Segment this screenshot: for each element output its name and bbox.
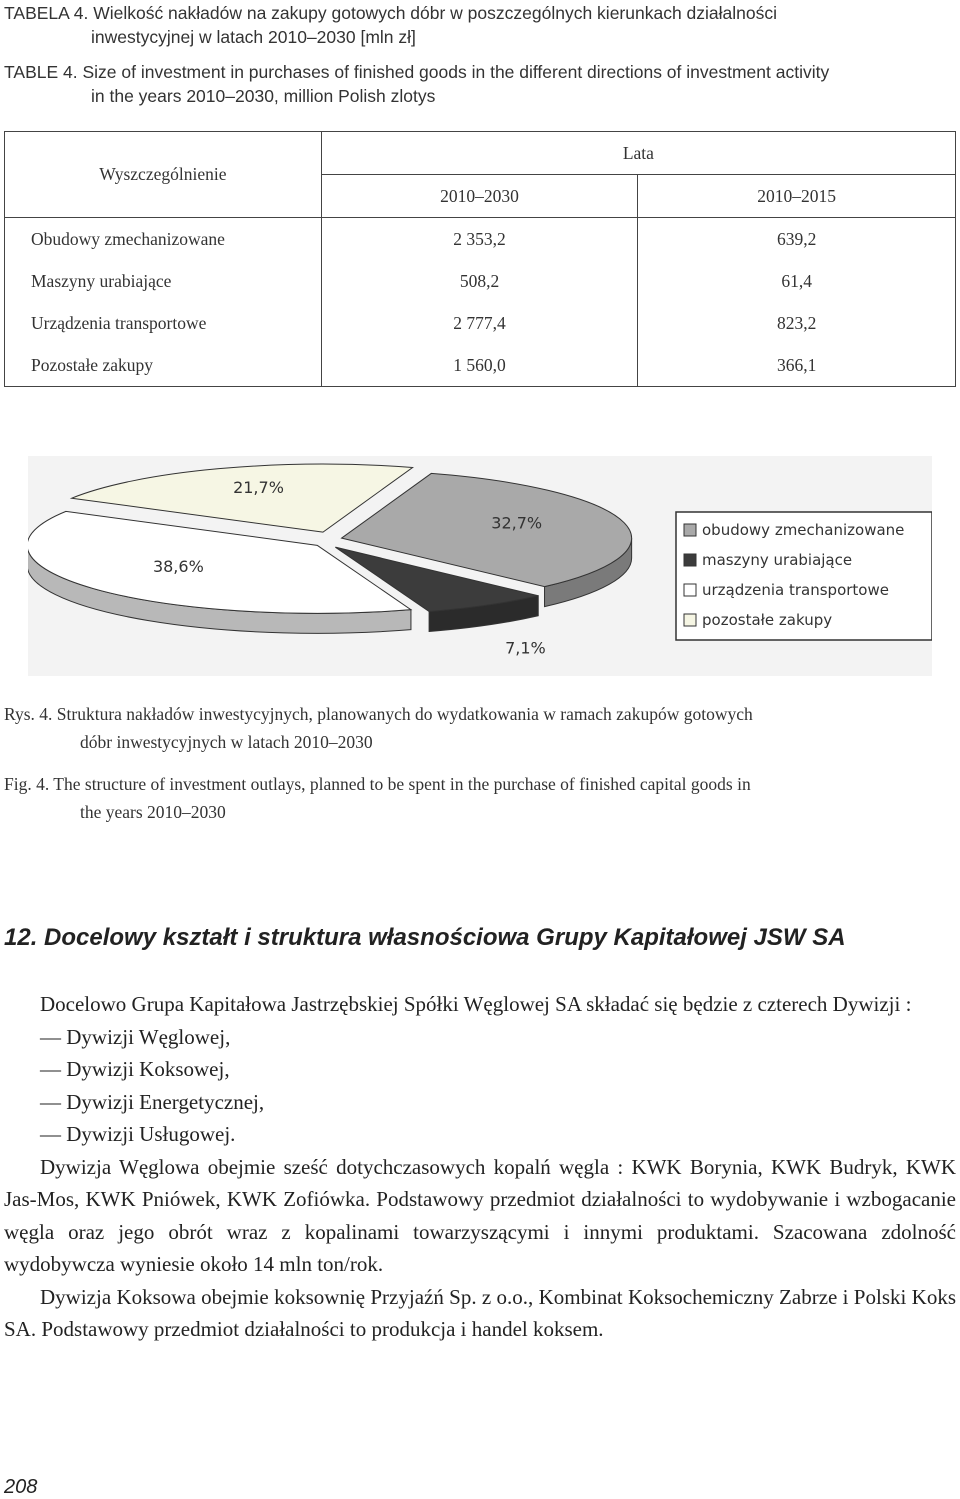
- figure-caption-en-line1: The structure of investment outlays, planned to be spent in the purchase of finished capital goods in: [53, 774, 751, 794]
- figure-caption-en-line2: the years 2010–2030: [80, 802, 226, 822]
- row-name: Urządzenia transportowe: [5, 302, 322, 344]
- section-heading: 12. Docelowy kształt i struktura własnościowa Grupy Kapitałowej JSW SA: [4, 924, 846, 951]
- pie-slice-label: 7,1%: [505, 638, 546, 658]
- row-name: Pozostałe zakupy: [5, 344, 322, 387]
- row-value: 2 777,4: [321, 302, 638, 344]
- row-value: 366,1: [638, 344, 956, 387]
- pie-slice-label: 38,6%: [152, 557, 204, 577]
- table-caption-pl-line1: Wielkość nakładów na zakupy gotowych dóbr w poszczególnych kierunkach działalności: [93, 3, 778, 23]
- legend-swatch: [684, 554, 696, 566]
- row-value: 508,2: [321, 260, 638, 302]
- column-header: 2010–2030: [321, 175, 638, 218]
- legend-swatch: [684, 614, 696, 626]
- division-list-item: — Dywizji Koksowej,: [40, 1057, 230, 1081]
- row-header-cell: Wyszczególnienie: [5, 132, 322, 218]
- figure-caption-en-label: Fig. 4.: [4, 774, 50, 794]
- division-list-item: — Dywizji Usługowej.: [40, 1122, 236, 1146]
- body-text: [4, 988, 956, 1346]
- investment-table: [4, 131, 956, 387]
- legend-swatch: [684, 524, 696, 536]
- table-caption-pl-line2: inwestycyjnej w latach 2010–2030 [mln zł]: [91, 27, 416, 47]
- row-name: Obudowy zmechanizowane: [5, 218, 322, 261]
- table-row: [5, 218, 956, 261]
- pie-slice-label: 32,7%: [491, 513, 543, 533]
- table-caption-en: [4, 60, 829, 108]
- column-header: 2010–2015: [638, 175, 956, 218]
- table-caption-en-line1: Size of investment in purchases of finished goods in the different directions of investment activity: [82, 62, 830, 82]
- figure-caption-pl: [4, 700, 753, 756]
- coal-division-paragraph: Dywizja Węglowa obejmie sześć dotychczasowych kopalń węgla : KWK Borynia, KWK Budryk, KWK Jas-Mos, KWK Pniówek, KWK Zofiówka. Podstawowy przedmiot działalności to wydobywanie i wzbogacanie węgla oraz jego obrót wraz z kopalinami towarzyszącymi i innymi produktami. Szacowana zdolność wydobywcza wyniesie około 14 mln ton/rok.: [4, 1154, 956, 1276]
- table-row: [5, 302, 956, 344]
- legend-label: pozostałe zakupy: [702, 611, 833, 629]
- row-value: 2 353,2: [321, 218, 638, 261]
- legend-label: maszyny urabiające: [702, 551, 853, 569]
- table-caption-pl-label: TABELA 4.: [4, 3, 89, 23]
- division-list-item: — Dywizji Węglowej,: [40, 1024, 231, 1049]
- table-row: [5, 260, 956, 302]
- table-caption-en-line2: in the years 2010–2030, million Polish zlotys: [91, 86, 436, 106]
- figure-caption-pl-line1: Struktura nakładów inwestycyjnych, planowanych do wydatkowania w ramach zakupów gotowych: [56, 704, 753, 724]
- row-value: 1 560,0: [321, 344, 638, 387]
- legend-label: obudowy zmechanizowane: [702, 521, 905, 539]
- row-value: 61,4: [638, 260, 956, 302]
- row-name: Maszyny urabiające: [5, 260, 322, 302]
- table-caption-pl: [4, 1, 777, 49]
- pie-chart-svg: [28, 456, 932, 676]
- legend-swatch: [684, 584, 696, 596]
- pie-slice-label: 21,7%: [233, 477, 284, 497]
- figure-caption-pl-label: Rys. 4.: [4, 704, 53, 724]
- intro-paragraph: Docelowo Grupa Kapitałowa Jastrzębskiej Spółki Węglowej SA składać się będzie z czterech Dywizji :: [40, 992, 912, 1016]
- row-value: 639,2: [638, 218, 956, 261]
- coke-division-paragraph: Dywizja Koksowa obejmie koksownię Przyjaźń Sp. z o.o., Kombinat Koksochemiczny Zabrze i Polski Koks SA. Podstawowy przedmiot działalności to produkcja i handel koksem.: [4, 1284, 956, 1341]
- division-list-item: — Dywizji Energetycznej,: [40, 1089, 265, 1114]
- page-number: 208: [4, 1476, 38, 1498]
- table-caption-en-label: TABLE 4.: [4, 62, 78, 82]
- figure-caption-en: [4, 770, 751, 826]
- group-header-cell: Lata: [321, 132, 955, 175]
- figure-caption-pl-line2: dóbr inwestycyjnych w latach 2010–2030: [80, 732, 373, 752]
- pie-chart: [28, 456, 932, 676]
- legend-label: urządzenia transportowe: [702, 581, 889, 599]
- table-row: [5, 344, 956, 387]
- row-value: 823,2: [638, 302, 956, 344]
